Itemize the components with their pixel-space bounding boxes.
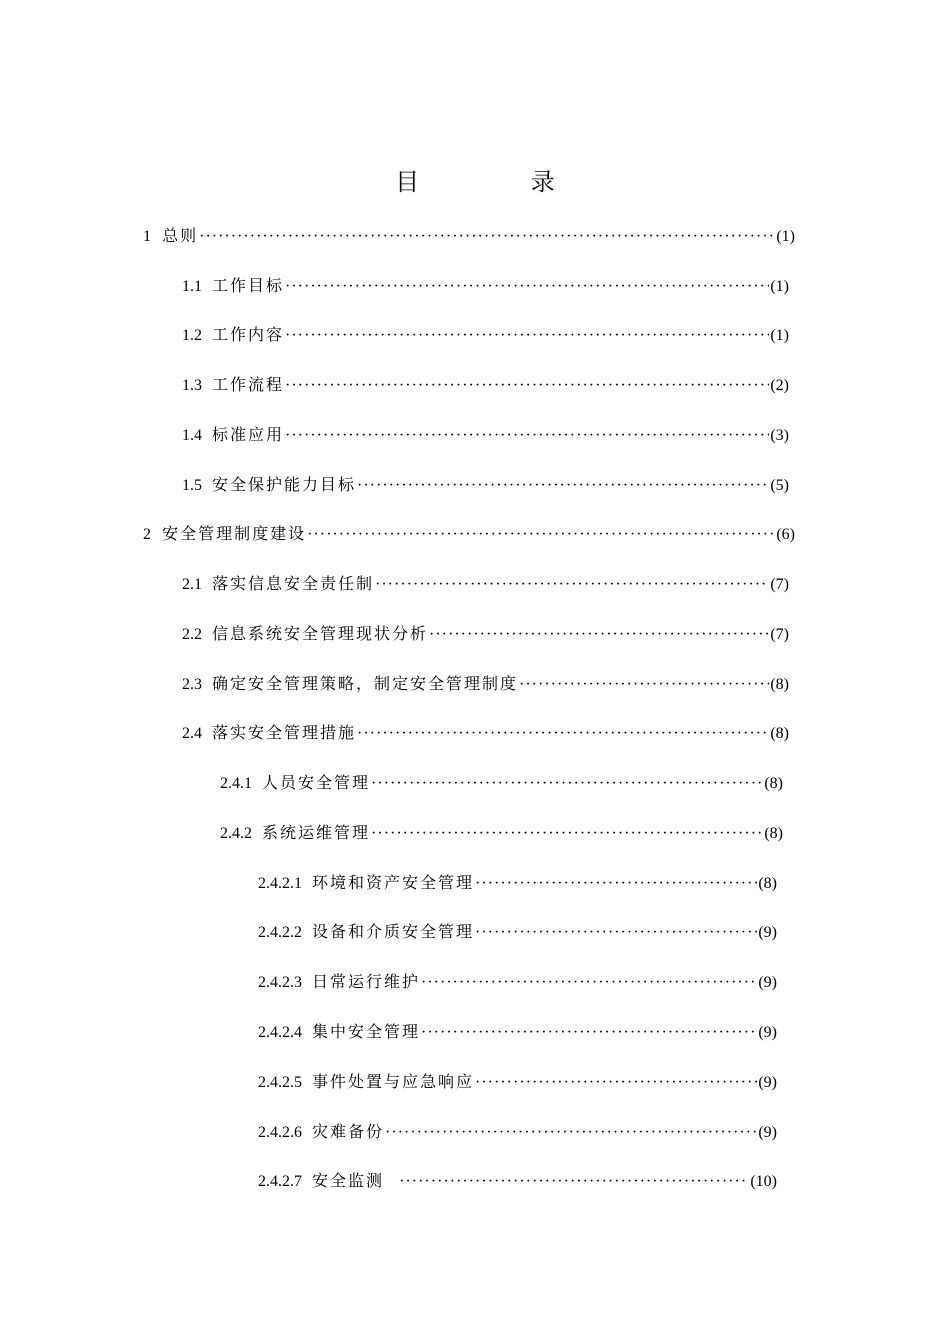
toc-entry-number: 2.4.2.6	[258, 1124, 302, 1141]
dot-leader	[285, 374, 769, 398]
toc-entry[interactable]	[182, 373, 789, 397]
toc-entry-page: (1)	[770, 327, 789, 344]
toc-entry-number: 1.1	[182, 278, 202, 295]
toc-entry-page: (9)	[758, 1124, 777, 1141]
toc-entry-title: 总则	[162, 226, 199, 245]
toc-entry[interactable]	[182, 721, 789, 745]
toc-entry-title: 设备和介质安全管理	[312, 922, 475, 941]
toc-entry[interactable]	[220, 821, 783, 845]
dot-leader	[421, 971, 757, 995]
toc-entry[interactable]	[258, 871, 777, 895]
toc-entry[interactable]	[258, 1070, 777, 1094]
toc-entry-page: (3)	[770, 427, 789, 444]
dot-leader	[307, 523, 775, 547]
toc-entry-number: 1.3	[182, 377, 202, 394]
toc-entry-title: 事件处置与应急响应	[312, 1072, 475, 1091]
dot-leader	[357, 722, 769, 746]
toc-entry-number: 2.4.2.1	[258, 875, 302, 892]
dot-leader	[371, 822, 763, 846]
dot-leader	[519, 673, 769, 697]
toc-entry-number: 2.2	[182, 626, 202, 643]
toc-entry-number: 2.4	[182, 725, 202, 742]
toc-entry-page: (9)	[758, 1024, 777, 1041]
toc-entry[interactable]	[258, 1020, 777, 1044]
toc-entry-title: 工作流程	[212, 375, 285, 394]
toc-entry-title: 人员安全管理	[262, 773, 371, 792]
toc-entry[interactable]	[258, 1120, 777, 1144]
toc-entry-number: 2	[143, 526, 151, 543]
dot-leader	[285, 324, 769, 348]
dot-leader	[421, 1021, 757, 1045]
toc-entry-number: 2.1	[182, 576, 202, 593]
toc-entry[interactable]	[182, 672, 789, 696]
toc-entry-title: 日常运行维护	[312, 972, 421, 991]
page-title: 目 录	[395, 168, 607, 196]
toc-entry-title: 集中安全管理	[312, 1022, 421, 1041]
toc-entry[interactable]	[182, 274, 789, 298]
toc-entry[interactable]	[182, 423, 789, 447]
toc-entry[interactable]	[182, 323, 789, 347]
toc-entry-title: 安全管理制度建设	[162, 524, 307, 543]
dot-leader	[475, 1071, 757, 1095]
dot-leader	[429, 623, 769, 647]
dot-leader	[399, 1170, 749, 1194]
toc-entry-page: (8)	[758, 875, 777, 892]
toc-entry-number: 2.4.2.7	[258, 1173, 302, 1190]
toc-entry-page: (6)	[776, 526, 795, 543]
toc-entry[interactable]	[258, 920, 777, 944]
toc-entry[interactable]	[258, 1169, 777, 1193]
toc-entry-title: 标准应用	[212, 425, 285, 444]
toc-entry-title: 信息系统安全管理现状分析	[212, 624, 429, 643]
toc-entry[interactable]	[182, 572, 789, 596]
toc-entry-number: 1	[143, 228, 151, 245]
toc-entry[interactable]	[220, 771, 783, 795]
toc-entry-number: 2.4.2.4	[258, 1024, 302, 1041]
toc-entry-number: 2.3	[182, 676, 202, 693]
toc-entry-title: 工作内容	[212, 325, 285, 344]
toc-entry-page: (8)	[764, 775, 783, 792]
toc-entry[interactable]	[182, 473, 789, 497]
toc-entry-page: (9)	[758, 974, 777, 991]
toc-entry[interactable]	[258, 970, 777, 994]
toc-entry-page: (7)	[770, 576, 789, 593]
toc-entry-page: (10)	[750, 1173, 777, 1190]
dot-leader	[475, 921, 757, 945]
toc-entry-title: 系统运维管理	[262, 823, 371, 842]
toc-entry-number: 2.4.2	[220, 825, 252, 842]
dot-leader	[357, 474, 769, 498]
toc-entry-number: 1.5	[182, 477, 202, 494]
toc-entry-page: (7)	[770, 626, 789, 643]
toc-entry-page: (8)	[764, 825, 783, 842]
toc-entry-page: (8)	[770, 725, 789, 742]
dot-leader	[285, 424, 769, 448]
toc-entry-page: (1)	[776, 228, 795, 245]
toc-entry-title: 落实信息安全责任制	[212, 574, 375, 593]
dot-leader	[199, 225, 775, 249]
toc-entry-title: 环境和资产安全管理	[312, 873, 475, 892]
toc-entry-page: (9)	[758, 924, 777, 941]
dot-leader	[475, 872, 757, 896]
toc-entry-title: 工作目标	[212, 276, 285, 295]
toc-entry-number: 2.4.2.3	[258, 974, 302, 991]
toc-entry-page: (5)	[770, 477, 789, 494]
toc-entry[interactable]	[143, 224, 795, 248]
toc-entry-number: 1.4	[182, 427, 202, 444]
dot-leader	[285, 275, 769, 299]
toc-entry-title: 落实安全管理措施	[212, 723, 357, 742]
toc-entry-number: 1.2	[182, 327, 202, 344]
dot-leader	[371, 772, 763, 796]
toc-entry[interactable]	[143, 522, 795, 546]
toc-entry-page: (8)	[770, 676, 789, 693]
toc-entry-title: 确定安全管理策略，制定安全管理制度	[212, 674, 519, 693]
toc-entry-page: (1)	[770, 278, 789, 295]
toc-entry[interactable]	[182, 622, 789, 646]
toc-entry-page: (2)	[770, 377, 789, 394]
toc-entry-number: 2.4.2.5	[258, 1074, 302, 1091]
toc-entry-title: 安全监测	[312, 1171, 392, 1190]
toc-entry-number: 2.4.1	[220, 775, 252, 792]
dot-leader	[385, 1121, 757, 1145]
toc-entry-number: 2.4.2.2	[258, 924, 302, 941]
toc-entry-page: (9)	[758, 1074, 777, 1091]
toc-entry-title: 灾难备份	[312, 1122, 385, 1141]
toc-entry-title: 安全保护能力目标	[212, 475, 357, 494]
dot-leader	[375, 573, 769, 597]
